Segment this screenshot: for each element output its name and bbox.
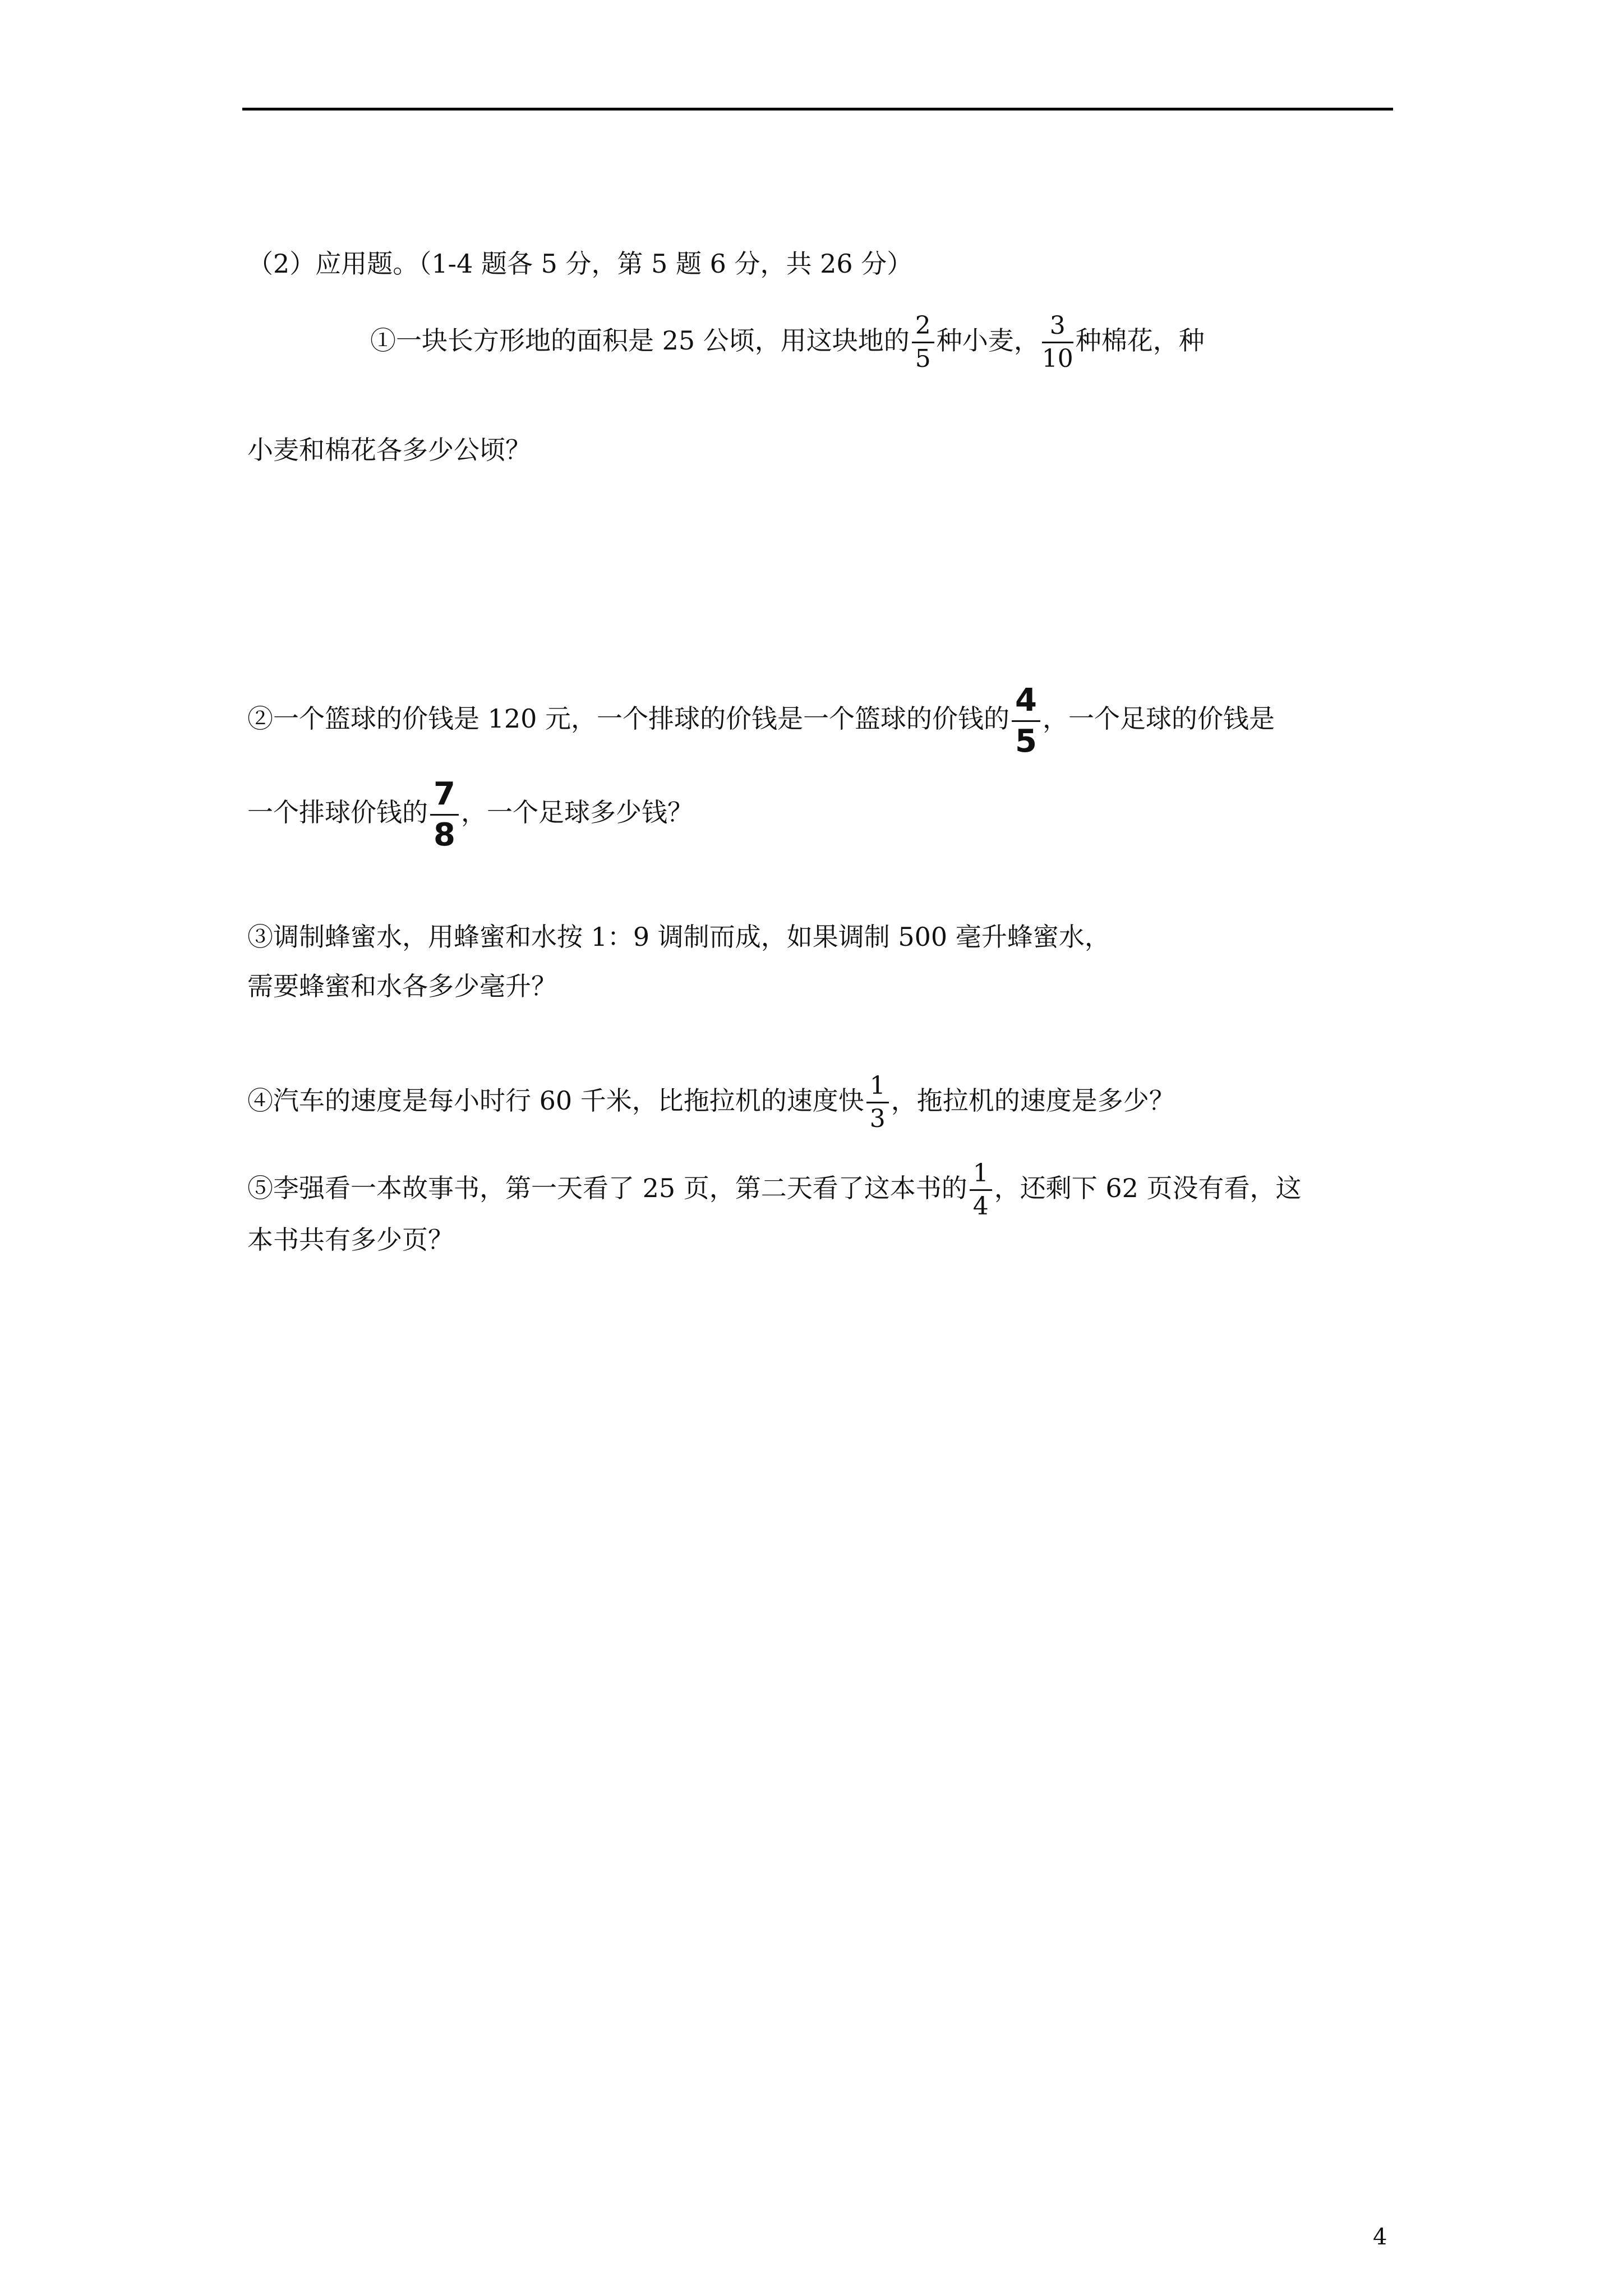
question-5-fraction: $\frac{1}{4}$ (970, 1160, 992, 1221)
header-rule (242, 108, 1393, 111)
question-2-line-2 (247, 777, 693, 852)
question-1-text-middle: 种小麦， (936, 325, 1040, 356)
question-2-text-after: ，一个足球的价钱是 (1043, 703, 1275, 734)
question-5-text-after: ，还剩下 62 页没有看，这 (994, 1172, 1302, 1203)
question-2-fraction-2: $\frac{7}{8}$ (430, 777, 459, 852)
question-4-fraction: $\frac{1}{3}$ (866, 1073, 889, 1133)
page-number: 4 (1373, 2224, 1387, 2250)
question-1-text-after: 种棉花，种 (1075, 325, 1205, 356)
question-4-text-before: ④汽车的速度是每小时行 60 千米，比拖拉机的速度快 (247, 1085, 864, 1116)
question-1-line-2: 小麦和棉花各多少公顷？ (247, 435, 531, 465)
question-3-line-2: 需要蜂蜜和水各多少毫升？ (247, 971, 557, 1001)
question-5-text-before: ⑤李强看一本故事书，第一天看了 25 页，第二天看了这本书的 (247, 1172, 967, 1203)
question-2-fraction-1: $\frac{4}{5}$ (1012, 683, 1040, 758)
question-5-line-1 (247, 1160, 1302, 1221)
question-3-line-1: ③调制蜂蜜水，用蜂蜜和水按 1：9 调制而成，如果调制 500 毫升蜂蜜水， (247, 922, 1110, 952)
question-1-fraction-1: $\frac{2}{5}$ (912, 312, 934, 373)
section-heading: （2）应用题。（1-4 题各 5 分，第 5 题 6 分，共 26 分） (247, 249, 913, 279)
question-2-line-1 (247, 683, 1275, 758)
question-1-fraction-2: $\frac{3}{10}$ (1041, 311, 1073, 374)
question-5-line-2: 本书共有多少页？ (247, 1225, 454, 1255)
question-1-line-1 (370, 312, 1205, 373)
question-2-text-before: ②一个篮球的价钱是 120 元，一个排球的价钱是一个篮球的价钱的 (247, 703, 1010, 734)
question-4-text-after: ，拖拉机的速度是多少？ (891, 1085, 1175, 1116)
question-2-line-2-after: ，一个足球多少钱？ (460, 797, 693, 828)
question-2-line-2-before: 一个排球价钱的 (247, 797, 428, 828)
question-4-line (247, 1073, 1175, 1133)
question-1-text-before: ①一块长方形地的面积是 25 公顷，用这块地的 (370, 325, 910, 356)
